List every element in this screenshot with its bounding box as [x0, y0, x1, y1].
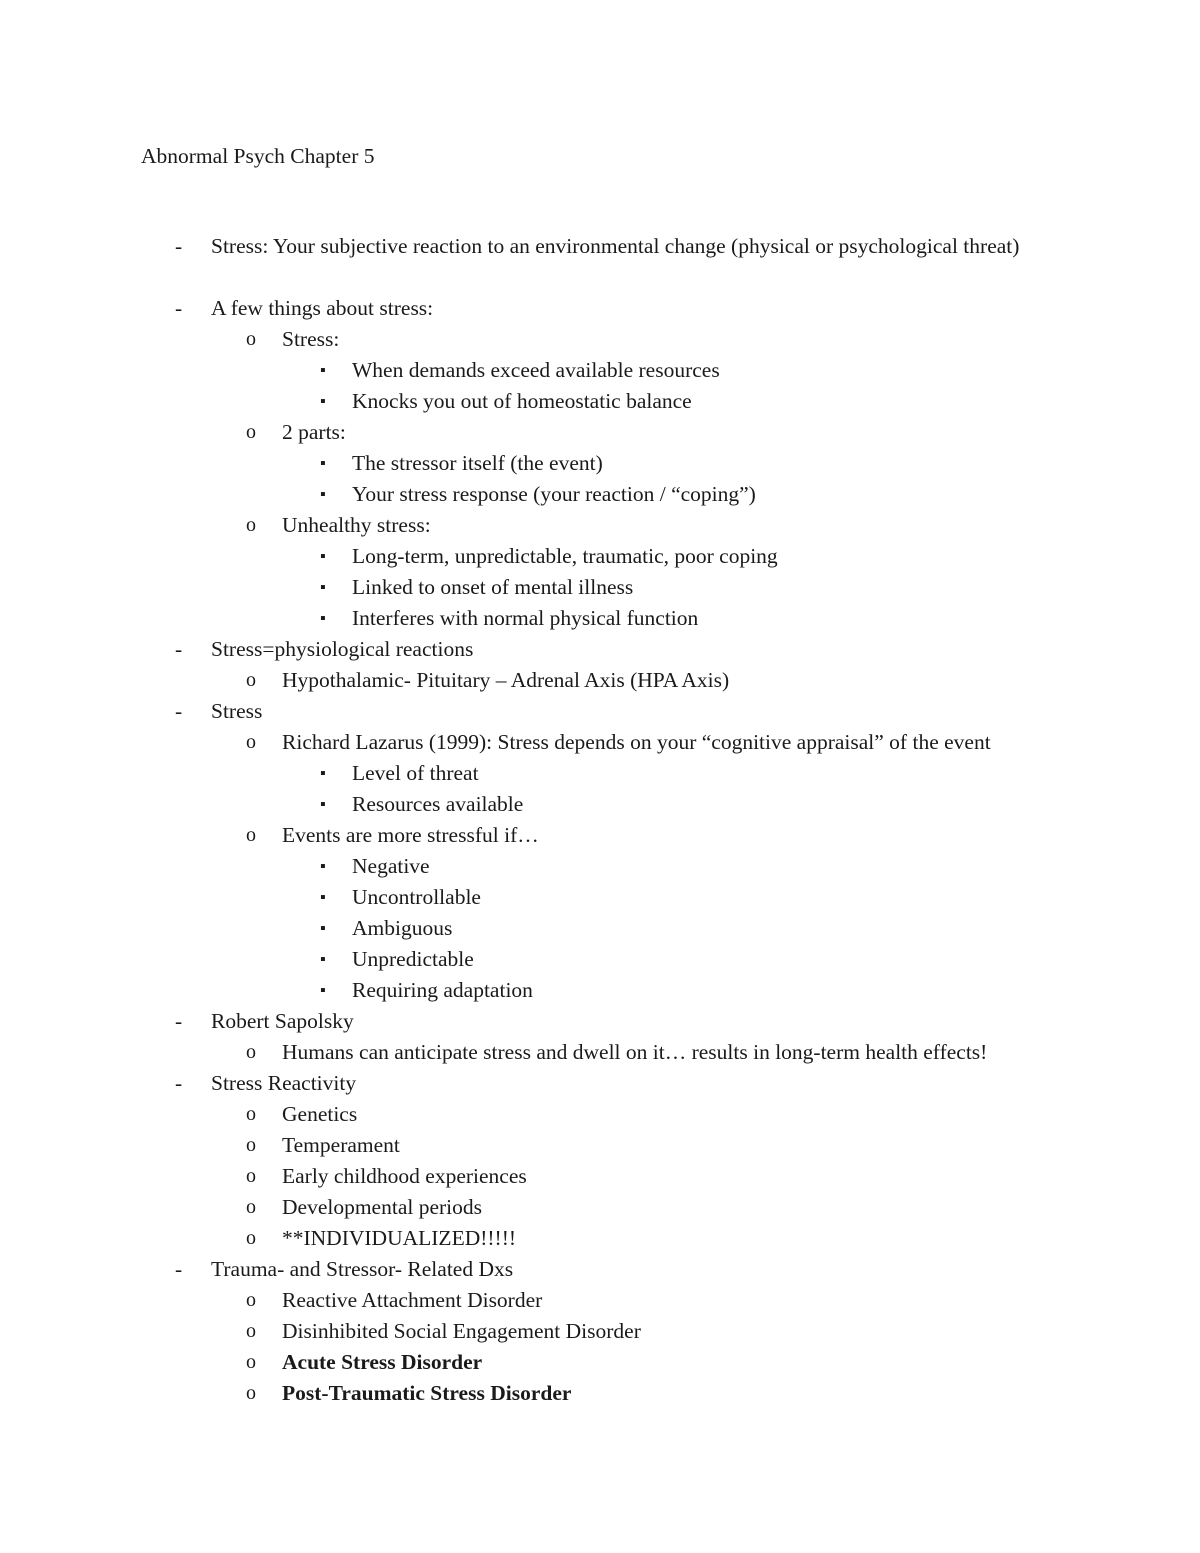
outline-item-level-2: [0, 820, 1200, 851]
outline-item-level-2: [0, 1130, 1200, 1161]
outline-item-text: Your stress response (your reaction / “coping”): [352, 482, 756, 506]
outline-item-level-2: [0, 324, 1200, 355]
outline-item-level-3: [0, 944, 1200, 975]
outline-item-text: The stressor itself (the event): [352, 451, 603, 475]
document-title: Abnormal Psych Chapter 5: [141, 144, 375, 168]
outline-item-text: **INDIVIDUALIZED!!!!!: [282, 1226, 517, 1250]
outline-item-level-2: [0, 1161, 1200, 1192]
circle-bullet: o: [246, 421, 256, 443]
outline-item-text: Genetics: [282, 1102, 358, 1126]
dash-bullet: -: [175, 699, 183, 723]
outline-item-text: Hypothalamic- Pituitary – Adrenal Axis (HPA Axis): [282, 668, 730, 692]
outline-item-text: Resources available: [352, 792, 524, 816]
square-bullet-icon: ▪: [320, 362, 326, 379]
notes-outline: [0, 231, 1200, 1409]
square-bullet-icon: ▪: [320, 982, 326, 999]
outline-item-level-3: [0, 386, 1200, 417]
outline-item-text: Linked to onset of mental illness: [352, 575, 634, 599]
outline-item-level-1: [0, 696, 1200, 727]
circle-bullet: o: [246, 1289, 256, 1311]
outline-item-text: Negative: [352, 854, 430, 878]
outline-item-level-1: [0, 231, 1200, 293]
outline-item-level-2: [0, 1285, 1200, 1316]
outline-item-level-3: [0, 882, 1200, 913]
outline-item-level-1: [0, 293, 1200, 324]
outline-item-level-3: [0, 541, 1200, 572]
circle-bullet: o: [246, 824, 256, 846]
circle-bullet: o: [246, 1196, 256, 1218]
outline-item-text: Stress: [211, 699, 263, 723]
outline-item-text: Stress:: [282, 327, 340, 351]
outline-item-text: Uncontrollable: [352, 885, 481, 909]
circle-bullet: o: [246, 514, 256, 536]
dash-bullet: -: [175, 1071, 183, 1095]
dash-bullet: -: [175, 1009, 183, 1033]
outline-item-level-1: [0, 1254, 1200, 1285]
outline-item-level-3: [0, 975, 1200, 1006]
outline-item-text: Unhealthy stress:: [282, 513, 431, 537]
outline-item-level-3: [0, 479, 1200, 510]
outline-item-text: Post-Traumatic Stress Disorder: [282, 1381, 572, 1405]
outline-item-text: 2 parts:: [282, 420, 346, 444]
outline-item-text: Requiring adaptation: [352, 978, 533, 1002]
circle-bullet: o: [246, 1041, 256, 1063]
outline-item-level-2: [0, 1099, 1200, 1130]
square-bullet-icon: ▪: [320, 455, 326, 472]
outline-item-level-2: [0, 665, 1200, 696]
outline-item-text: Stress=physiological reactions: [211, 637, 474, 661]
circle-bullet: o: [246, 1103, 256, 1125]
outline-item-text: Level of threat: [352, 761, 479, 785]
outline-item-text: Disinhibited Social Engagement Disorder: [282, 1319, 641, 1343]
outline-item-text: Ambiguous: [352, 916, 453, 940]
dash-bullet: -: [175, 637, 183, 661]
outline-item-text: When demands exceed available resources: [352, 358, 720, 382]
dash-bullet: -: [175, 1257, 183, 1281]
circle-bullet: o: [246, 328, 256, 350]
outline-item-level-2: [0, 727, 1200, 758]
outline-item-level-1: [0, 1068, 1200, 1099]
square-bullet-icon: ▪: [320, 486, 326, 503]
circle-bullet: o: [246, 1351, 256, 1373]
circle-bullet: o: [246, 669, 256, 691]
outline-item-level-3: [0, 572, 1200, 603]
circle-bullet: o: [246, 1382, 256, 1404]
outline-item-level-3: [0, 789, 1200, 820]
square-bullet-icon: ▪: [320, 393, 326, 410]
outline-item-text: Robert Sapolsky: [211, 1009, 354, 1033]
outline-item-level-2: [0, 1037, 1200, 1068]
outline-item-level-2: [0, 1192, 1200, 1223]
outline-item-text: Interferes with normal physical function: [352, 606, 699, 630]
outline-item-text: A few things about stress:: [211, 296, 434, 320]
outline-item-level-1: [0, 634, 1200, 665]
outline-item-text: Developmental periods: [282, 1195, 483, 1219]
outline-item-text: Long-term, unpredictable, traumatic, poor coping: [352, 544, 778, 568]
outline-item-level-2: [0, 1378, 1200, 1409]
outline-item-text: Stress Reactivity: [211, 1071, 357, 1095]
dash-bullet: -: [175, 234, 183, 258]
outline-item-level-2: [0, 510, 1200, 541]
outline-item-text: Acute Stress Disorder: [282, 1350, 483, 1374]
outline-item-text: Early childhood experiences: [282, 1164, 527, 1188]
square-bullet-icon: ▪: [320, 951, 326, 968]
outline-item-text: Unpredictable: [352, 947, 474, 971]
outline-item-level-3: [0, 913, 1200, 944]
square-bullet-icon: ▪: [320, 858, 326, 875]
outline-item-level-1: [0, 1006, 1200, 1037]
outline-item-level-3: [0, 448, 1200, 479]
outline-item-text: Richard Lazarus (1999): Stress depends on your “cognitive appraisal” of the event: [282, 730, 991, 754]
outline-item-level-2: [0, 1223, 1200, 1254]
circle-bullet: o: [246, 1320, 256, 1342]
square-bullet-icon: ▪: [320, 920, 326, 937]
outline-item-text: Trauma- and Stressor- Related Dxs: [211, 1257, 514, 1281]
square-bullet-icon: ▪: [320, 765, 326, 782]
square-bullet-icon: ▪: [320, 796, 326, 813]
circle-bullet: o: [246, 1134, 256, 1156]
outline-item-level-2: [0, 1316, 1200, 1347]
outline-item-text: Stress: Your subjective reaction to an environmental change (physical or psychological threat): [211, 234, 1020, 258]
outline-item-level-3: [0, 603, 1200, 634]
square-bullet-icon: ▪: [320, 548, 326, 565]
circle-bullet: o: [246, 1227, 256, 1249]
outline-item-text: Knocks you out of homeostatic balance: [352, 389, 692, 413]
square-bullet-icon: ▪: [320, 889, 326, 906]
outline-item-text: Reactive Attachment Disorder: [282, 1288, 543, 1312]
square-bullet-icon: ▪: [320, 579, 326, 596]
outline-item-level-2: [0, 417, 1200, 448]
dash-bullet: -: [175, 296, 183, 320]
outline-item-text: Temperament: [282, 1133, 400, 1157]
outline-item-text: Humans can anticipate stress and dwell on it… results in long-term health effects!: [282, 1040, 988, 1064]
circle-bullet: o: [246, 1165, 256, 1187]
circle-bullet: o: [246, 731, 256, 753]
outline-item-level-3: [0, 355, 1200, 386]
outline-item-text: Events are more stressful if…: [282, 823, 539, 847]
square-bullet-icon: ▪: [320, 610, 326, 627]
outline-item-level-3: [0, 758, 1200, 789]
outline-item-level-2: [0, 1347, 1200, 1378]
outline-item-level-3: [0, 851, 1200, 882]
